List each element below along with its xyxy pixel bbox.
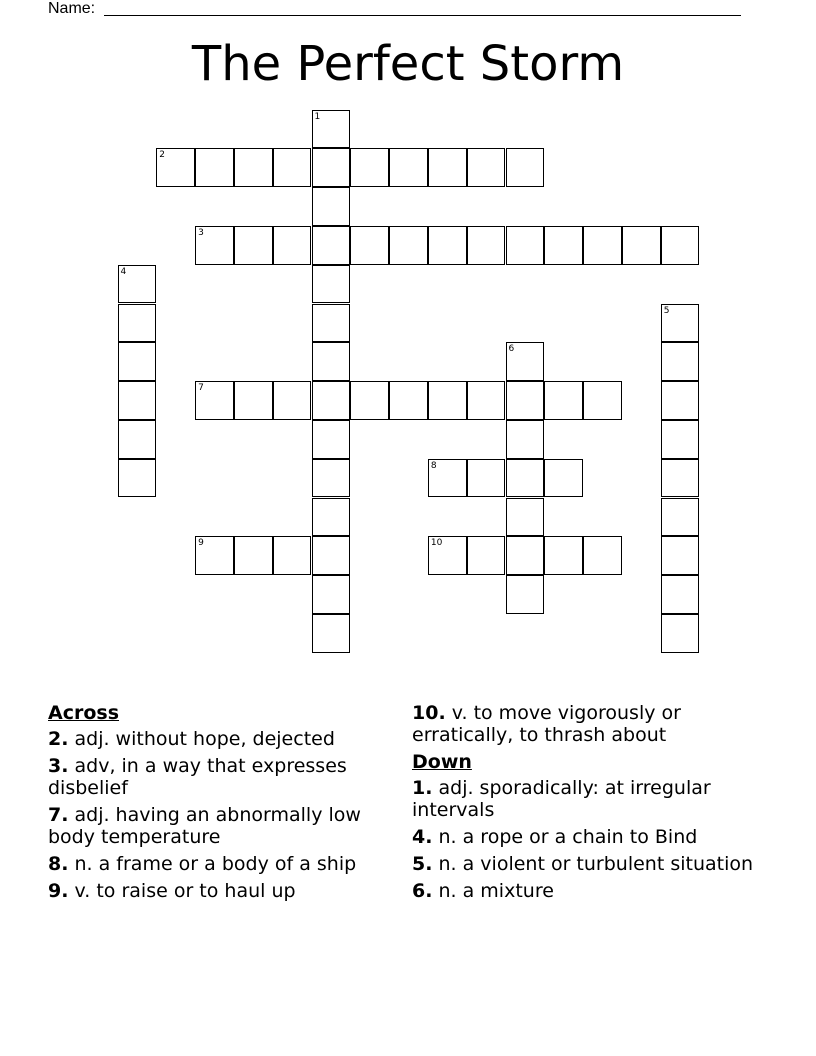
clue-number: 3. [48,755,69,777]
grid-cell[interactable] [312,536,351,575]
grid-cell[interactable] [583,381,622,420]
grid-cell[interactable] [544,226,583,265]
cell-number: 2 [159,150,166,161]
cell-number: 10 [430,538,443,549]
grid-cell[interactable] [467,459,506,498]
grid-cell[interactable] [273,226,312,265]
clue-number: 2. [48,728,69,750]
puzzle-title: The Perfect Storm [191,36,625,92]
grid-cell[interactable] [428,381,467,420]
down-clue-6 [412,880,757,902]
grid-cell[interactable] [350,381,389,420]
down-heading: Down [412,751,472,773]
grid-cell[interactable] [312,265,351,304]
across-clue-2 [48,728,393,750]
down-clue-1 [412,777,757,821]
clue-text: adv, in a way that expresses disbelief [48,755,347,799]
grid-cell[interactable] [195,536,234,575]
grid-cell[interactable] [312,226,351,265]
cell-number: 9 [198,538,204,549]
grid-cell[interactable] [583,536,622,575]
clue-number: 9. [48,880,69,902]
clue-number: 6. [412,880,433,902]
grid-cell[interactable] [428,459,467,498]
clue-number: 1. [412,777,433,799]
grid-cell[interactable] [428,148,467,187]
grid-cell[interactable] [661,536,700,575]
grid-cell[interactable] [389,226,428,265]
cell-number: 1 [314,111,321,122]
grid-cell[interactable] [428,226,467,265]
name-label: Name: [48,0,96,17]
grid-cell[interactable] [195,381,234,420]
clue-text: n. a frame or a body of a ship [74,853,357,875]
grid-cell[interactable] [234,381,273,420]
clue-number: 5. [412,853,433,875]
grid-cell[interactable] [544,459,583,498]
cell-number: 6 [508,344,515,355]
clue-text: adj. having an abnormally low body temperature [48,804,361,848]
grid-cell[interactable] [661,226,700,265]
grid-cell[interactable] [661,420,700,459]
clue-text: v. to move vigorously or erratically, to thrash about [412,702,681,746]
clue-number: 7. [48,804,69,826]
grid-cell[interactable] [544,381,583,420]
grid-cell[interactable] [583,226,622,265]
grid-cell[interactable] [661,498,700,537]
grid-cell[interactable] [234,148,273,187]
grid-cell[interactable] [156,148,195,187]
grid-cell[interactable] [661,304,700,343]
down-clue-4 [412,826,757,848]
grid-cell[interactable] [467,381,506,420]
grid-cell[interactable] [506,420,545,459]
clue-text: v. to raise or to haul up [74,880,296,902]
grid-cell[interactable] [428,536,467,575]
clues-left-column [48,702,393,907]
grid-cell[interactable] [506,381,545,420]
grid-cell[interactable] [118,342,157,381]
grid-cell[interactable] [312,420,351,459]
grid-cell[interactable] [118,381,157,420]
cell-number: 8 [430,460,437,471]
grid-cell[interactable] [118,420,157,459]
name-field[interactable] [104,15,741,16]
grid-cell[interactable] [312,614,351,653]
across-heading: Across [48,702,120,724]
grid-cell[interactable] [467,226,506,265]
grid-cell[interactable] [234,536,273,575]
clue-number: 10. [412,702,446,724]
grid-cell[interactable] [273,148,312,187]
grid-cell[interactable] [312,187,351,226]
grid-cell[interactable] [389,148,428,187]
clue-text: n. a rope or a chain to Bind [438,826,698,848]
clues-right-column [412,702,757,907]
clue-number: 8. [48,853,69,875]
grid-cell[interactable] [118,304,157,343]
across-clue-7 [48,804,393,848]
clue-text: adj. sporadically: at irregular intervals [412,777,711,821]
grid-cell[interactable] [389,381,428,420]
grid-cell[interactable] [506,459,545,498]
cell-number: 5 [663,305,670,316]
grid-cell[interactable] [350,226,389,265]
grid-cell[interactable] [312,304,351,343]
cell-number: 3 [198,227,204,238]
grid-cell[interactable] [661,614,700,653]
grid-cell[interactable] [312,342,351,381]
grid-cell[interactable] [661,459,700,498]
across-clue-9 [48,880,393,902]
grid-cell[interactable] [661,575,700,614]
grid-cell[interactable] [312,110,351,149]
grid-cell[interactable] [622,226,661,265]
clue-text: adj. without hope, dejected [74,728,335,750]
grid-cell[interactable] [118,459,157,498]
grid-cell[interactable] [312,575,351,614]
grid-cell[interactable] [506,226,545,265]
grid-cell[interactable] [273,381,312,420]
grid-cell[interactable] [506,575,545,614]
grid-cell[interactable] [661,342,700,381]
grid-cell[interactable] [506,342,545,381]
grid-cell[interactable] [350,148,389,187]
grid-cell[interactable] [195,148,234,187]
clue-text: n. a mixture [438,880,554,902]
grid-cell[interactable] [195,226,234,265]
grid-cell[interactable] [118,265,157,304]
grid-cell[interactable] [506,498,545,537]
down-clue-5 [412,853,757,875]
clue-text: n. a violent or turbulent situation [438,853,754,875]
across-clue-8 [48,853,393,875]
grid-cell[interactable] [312,498,351,537]
grid-cell[interactable] [661,381,700,420]
grid-cell[interactable] [467,536,506,575]
grid-cell[interactable] [273,536,312,575]
grid-cell[interactable] [312,381,351,420]
grid-cell[interactable] [467,148,506,187]
across-clue-3 [48,755,393,799]
grid-cell[interactable] [544,536,583,575]
grid-cell[interactable] [234,226,273,265]
grid-cell[interactable] [312,148,351,187]
clue-number: 4. [412,826,433,848]
grid-cell[interactable] [312,459,351,498]
cell-number: 7 [198,383,204,394]
grid-cell[interactable] [506,148,545,187]
grid-cell[interactable] [506,536,545,575]
across-clue-10 [412,702,757,746]
cell-number: 4 [120,266,127,277]
